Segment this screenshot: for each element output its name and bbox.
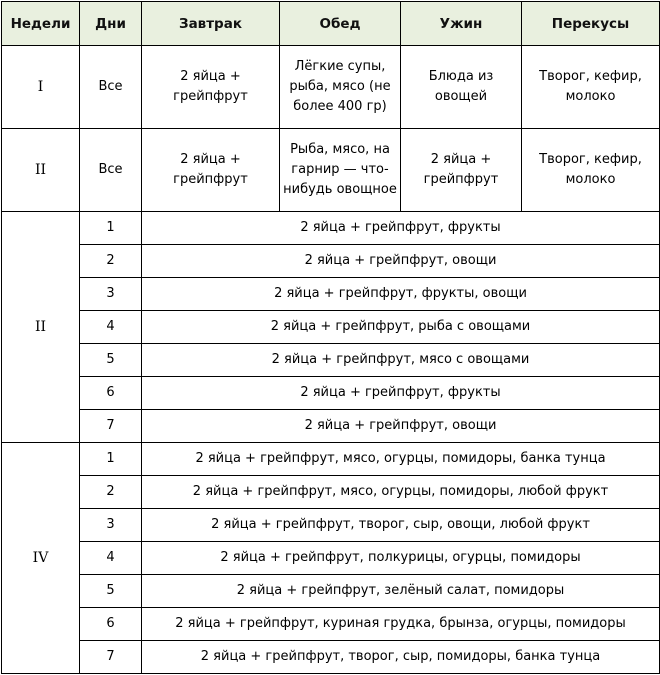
day-cell: Все <box>80 129 142 212</box>
table-row <box>2 608 660 641</box>
header-lunch: Обед <box>280 2 401 46</box>
week-cell: II <box>2 129 80 212</box>
table-row <box>2 509 660 542</box>
menu-cell: 2 яйца + грейпфрут, мясо с овощами <box>142 344 660 377</box>
day-cell: 7 <box>80 410 142 443</box>
table-row <box>2 410 660 443</box>
day-cell: 5 <box>80 575 142 608</box>
header-dinner: Ужин <box>401 2 522 46</box>
day-cell: 4 <box>80 311 142 344</box>
header-row <box>2 2 660 46</box>
table-row <box>2 311 660 344</box>
table-row <box>2 641 660 674</box>
header-weeks: Недели <box>2 2 80 46</box>
table-row <box>2 46 660 129</box>
lunch-cell: Лёгкие супы, рыба, мясо (не более 400 гр) <box>280 46 401 129</box>
week-cell: II <box>2 212 80 443</box>
day-cell: 3 <box>80 278 142 311</box>
day-cell: 1 <box>80 212 142 245</box>
day-cell: 2 <box>80 245 142 278</box>
day-cell: 5 <box>80 344 142 377</box>
menu-cell: 2 яйца + грейпфрут, мясо, огурцы, помидоры, банка тунца <box>142 443 660 476</box>
menu-cell: 2 яйца + грейпфрут, полкурицы, огурцы, помидоры <box>142 542 660 575</box>
table-row <box>2 377 660 410</box>
day-cell: Все <box>80 46 142 129</box>
day-cell: 4 <box>80 542 142 575</box>
table-row <box>2 344 660 377</box>
menu-cell: 2 яйца + грейпфрут, мясо, огурцы, помидоры, любой фрукт <box>142 476 660 509</box>
snacks-cell: Творог, кефир, молоко <box>522 46 660 129</box>
menu-cell: 2 яйца + грейпфрут, куриная грудка, брынза, огурцы, помидоры <box>142 608 660 641</box>
day-cell: 1 <box>80 443 142 476</box>
table-row <box>2 129 660 212</box>
table-row <box>2 575 660 608</box>
header-breakfast: Завтрак <box>142 2 280 46</box>
header-days: Дни <box>80 2 142 46</box>
menu-cell: 2 яйца + грейпфрут, зелёный салат, помидоры <box>142 575 660 608</box>
table-row <box>2 278 660 311</box>
snacks-cell: Творог, кефир, молоко <box>522 129 660 212</box>
week-cell: I <box>2 46 80 129</box>
week-cell: IV <box>2 443 80 674</box>
menu-cell: 2 яйца + грейпфрут, фрукты, овощи <box>142 278 660 311</box>
menu-cell: 2 яйца + грейпфрут, фрукты <box>142 377 660 410</box>
menu-cell: 2 яйца + грейпфрут, творог, сыр, помидоры, банка тунца <box>142 641 660 674</box>
menu-cell: 2 яйца + грейпфрут, фрукты <box>142 212 660 245</box>
dinner-cell: Блюда из овощей <box>401 46 522 129</box>
menu-cell: 2 яйца + грейпфрут, рыба с овощами <box>142 311 660 344</box>
header-snacks: Перекусы <box>522 2 660 46</box>
dinner-cell: 2 яйца + грейпфрут <box>401 129 522 212</box>
day-cell: 2 <box>80 476 142 509</box>
menu-cell: 2 яйца + грейпфрут, овощи <box>142 245 660 278</box>
menu-cell: 2 яйца + грейпфрут, овощи <box>142 410 660 443</box>
breakfast-cell: 2 яйца + грейпфрут <box>142 129 280 212</box>
diet-table <box>1 1 660 674</box>
table-row <box>2 542 660 575</box>
day-cell: 3 <box>80 509 142 542</box>
table-row <box>2 476 660 509</box>
day-cell: 6 <box>80 377 142 410</box>
lunch-cell: Рыба, мясо, на гарнир — что-нибудь овощное <box>280 129 401 212</box>
day-cell: 6 <box>80 608 142 641</box>
table-row <box>2 245 660 278</box>
breakfast-cell: 2 яйца + грейпфрут <box>142 46 280 129</box>
table-row <box>2 212 660 245</box>
day-cell: 7 <box>80 641 142 674</box>
table-row <box>2 443 660 476</box>
menu-cell: 2 яйца + грейпфрут, творог, сыр, овощи, любой фрукт <box>142 509 660 542</box>
